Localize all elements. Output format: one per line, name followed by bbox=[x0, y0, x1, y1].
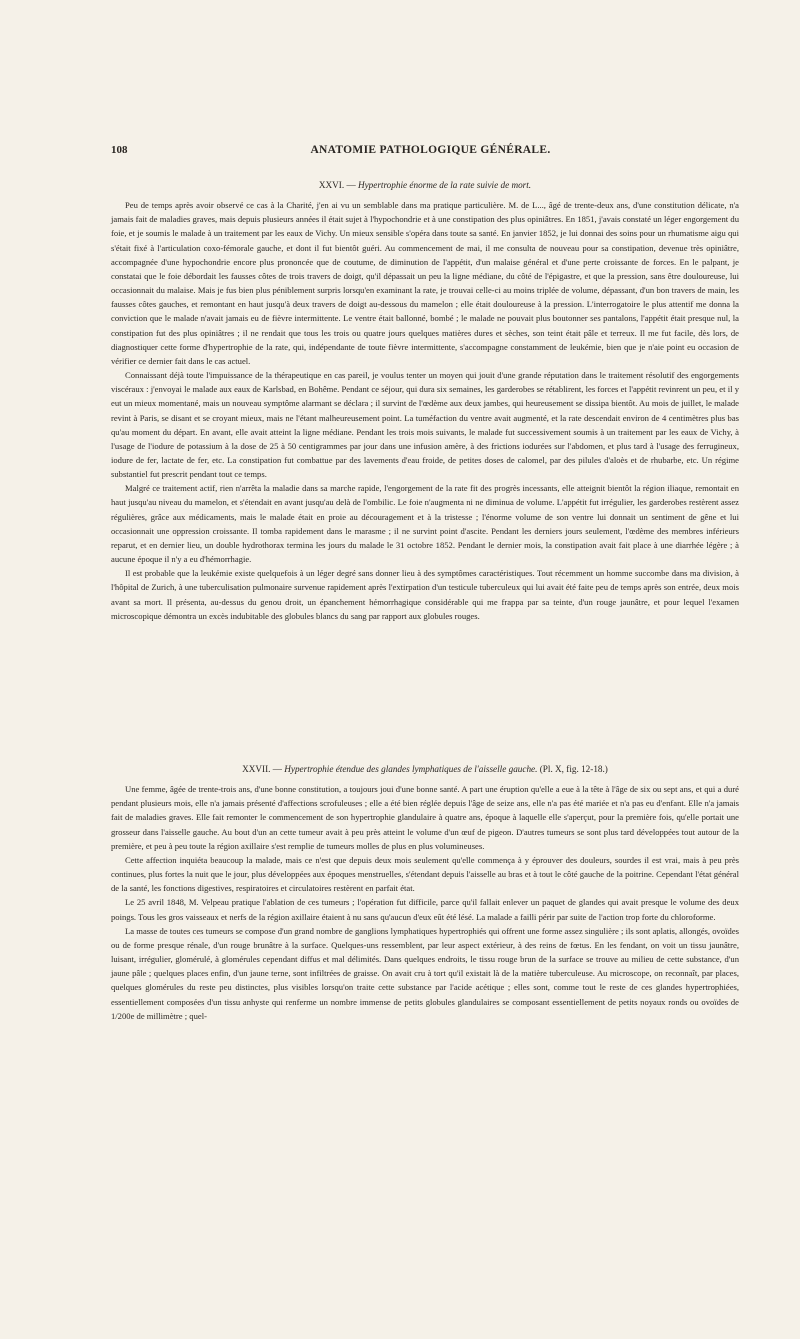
case-26-paragraph: Peu de temps après avoir observé ce cas à la Charité, j'en ai vu un semblable dans ma pratique particulière. M. de L..., âgé de trente-deux ans, d'une constitution délicate, n'a jamais fait de maladies graves, mais depuis plusieurs années il était sujet à l'hypochondrie et à une constipation des plus opiniâtres. En 1851, j'avais constaté un léger engorgement du foie, et je soumis le malade à un traitement par les eaux de Vichy. Un mieux sensible s'opéra dans toute sa santé. En janvier 1852, je lui donnai des soins pour un rhumatisme aigu qui s'était fixé à l'articulation coxo-fémorale gauche, et dont il fut bientôt guéri. Au commencement de mai, il me consulta de nouveau pour sa constipation, devenue très opiniâtre, accompagnée d'une hypochondrie encore plus prononcée que de coutume, de diminution de l'appétit, d'un malaise général et d'une perte croissante de forces. En le palpant, je constatai que le foie débordait les fausses côtes de trois travers de doigt, qu'il dépassait un peu la ligne médiane, du côté de l'épigastre, et que la pression, sans être douloureuse, lui occasionnait du malaise. Mais je fus bien plus péniblement surpris lorsqu'en examinant la rate, je trouvai celle-ci au moins triplée de volume, dépassant, d'un bon travers de main, les fausses côtes gauches, et remontant en haut jusqu'à deux travers de doigt au-dessous du mamelon ; elle était douloureuse à la pression. L'interrogatoire le plus attentif me donna la conviction que le malade n'avait jamais eu de fièvre intermittente. Le ventre était ballonné, bombé ; le malade ne pouvait plus boutonner ses pantalons, l'appétit était presque nul, la constipation fut des plus opiniâtres ; il ne rendait que tous les trois ou quatre jours quelques matières dures et sèches, son teint était pâle et terreux. Il me fut facile, dès lors, de diagnostiquer cette forme d'hypertrophie de la rate, qui, indépendante de toute fièvre intermittente, s'accompagne constamment de leukémie, bien que je n'aie point eu occasion de vérifier ce dernier fait dans le cas actuel. bbox=[111, 200, 739, 366]
case-26-title: Hypertrophie énorme de la rate suivie de mort. bbox=[357, 180, 532, 190]
case-26-paragraph: Malgré ce traitement actif, rien n'arrêta la maladie dans sa marche rapide, l'engorgement de la rate fit des progrès incessants, elle atteignit bientôt la région iliaque, remontait en haut jusqu'au niveau du mamelon, et s'étendait en avant jusqu'au delà de l'ombilic. Le foie n'augmenta ni ne diminua de volume. L'appétit fut irrégulier, les garderobes restèrent assez régulières, grâce aux médicaments, mais le malade était en proie au découragement et à la tristesse ; l'énorme volume de son ventre lui donnait un sentiment de gêne et lui occasionnait une oppression croissante. Il tomba rapidement dans le marasme ; il ne survint point d'ascite. Pendant les derniers jours seulement, l'œdème des membres inférieurs reparut, et en dernier lieu, un double hydrothorax termina les jours du malade le 31 octobre 1852. Pendant le dernier mois, la constipation avait fait place à une diarrhée légère ; à aucune époque il n'y a eu d'hémorrhagie. bbox=[111, 483, 739, 565]
running-head bbox=[111, 144, 750, 160]
page-number: 108 bbox=[111, 144, 128, 156]
case-26-section bbox=[111, 178, 739, 623]
case-27-paragraph: Une femme, âgée de trente-trois ans, d'une bonne constitution, a toujours joui d'une bonne santé. A part une éruption qu'elle a eue à la tête à l'âge de six ou sept ans, et qui a duré pendant plusieurs mois, elle n'a jamais présenté d'affections scrofuleuses ; elle a été bien réglée depuis l'âge de seize ans, elle n'a pas été mariée et n'a pas eu d'enfant. Elle n'a jamais fait de maladies graves. Elle fait remonter le commencement de son hypertrophie glandulaire à quatre ans, époque à laquelle elle s'aperçut, pour la première fois, qu'elle portait une grosseur dans l'aisselle gauche. Au bout d'un an cette tumeur avait à peu près atteint le volume d'un œuf de pigeon. D'autres tumeurs se sont plus tard développées tout autour de la première, et peu à peu toute la région axillaire s'est remplie de tumeurs molles de plus en plus volumineuses. bbox=[111, 784, 739, 851]
case-26-heading bbox=[111, 178, 739, 192]
case-27-paragraph: Le 25 avril 1848, M. Velpeau pratique l'ablation de ces tumeurs ; l'opération fut difficile, parce qu'il fallait enlever un paquet de glandes qui avait presque le volume des deux poings. Tous les gros vaisseaux et nerfs de la région axillaire étaient à nu sans qu'aucun d'eux eût été lésé. La malade a failli périr par suite de l'action trop forte du chloroforme. bbox=[111, 897, 739, 922]
case-27-paragraph: Cette affection inquiéta beaucoup la malade, mais ce n'est que depuis deux mois seulement qu'elle commença à y éprouver des douleurs, sourdes il est vrai, mais à peu près continues, plus fortes la nuit que le jour, plus développées aux époques menstruelles, s'étendant depuis l'aisselle au bras et à tout le côté gauche de la poitrine. Cependant l'état général de la santé, les fonctions digestives, respiratoires et circulatoires restèrent en parfait état. bbox=[111, 854, 739, 894]
case-27-number: XXVII. — bbox=[242, 764, 285, 774]
case-27-section bbox=[111, 762, 739, 1023]
case-27-plate-reference: (Pl. X, fig. 12-18.) bbox=[537, 764, 608, 774]
case-26-paragraph: Connaissant déjà toute l'impuissance de la thérapeutique en cas pareil, je voulus tenter un moyen qui jouit d'une grande réputation dans le traitement résolutif des engorgements viscéraux : j'envoyai le malade aux eaux de Karlsbad, en Bohême. Pendant ce séjour, qui dura six semaines, les garderobes se rétablirent, les forces et l'appétit revinrent un peu, et il y eut un mieux momentané, mais un nouveau symptôme alarmant se déclara ; il survint de l'œdème aux deux jambes, qui heureusement se dissipa bientôt. Au mois de juillet, le malade revint à Paris, se disant et se croyant mieux, mais ne l'étant malheureusement point. La tuméfaction du ventre avait augmenté, et la rate descendait environ de 4 centimètres plus bas qu'au moment du départ. En avant, elle avait atteint la ligne médiane. Pendant les trois mois suivants, le malade fut successivement soumis à un traitement par les eaux de Vichy, à l'usage de l'iodure de potassium à la dose de 25 à 50 centigrammes par jour dans une infusion amère, à des frictions iodurées sur l'abdomen, et plus tard à l'usage des ferrugineux, iodure de fer, lactate de fer, etc. La constipation fut combattue par des lavements d'eau froide, de petites doses de calomel, par des pilules d'aloès et de rhubarbe, etc. Un régime substantiel fut prescrit pendant tout ce temps. bbox=[111, 370, 739, 480]
case-27-title: Hypertrophie étendue des glandes lymphatiques de l'aisselle gauche. bbox=[284, 764, 538, 774]
case-26-number: XXVI. — bbox=[318, 180, 358, 190]
running-title: ANATOMIE PATHOLOGIQUE GÉNÉRALE. bbox=[310, 144, 551, 156]
case-27-heading bbox=[111, 762, 739, 776]
case-26-paragraph: Il est probable que la leukémie existe quelquefois à un léger degré sans donner lieu à des symptômes caractéristiques. Tout récemment un homme succombe dans ma division, à l'hôpital de Zurich, à une tuberculisation pulmonaire survenue rapidement après l'extirpation d'un testicule tuberculeux qui lui avait été faite peu de temps après son entrée, deux mois avant sa mort. Il présenta, au-dessus du genou droit, un épanchement hémorrhagique considérable qui me frappa par sa teinte, d'un rouge jaunâtre, et pour lequel l'examen microscopique démontra un excès indubitable des globules blancs du sang par rapport aux globules rouges. bbox=[111, 568, 739, 621]
case-27-paragraph: La masse de toutes ces tumeurs se compose d'un grand nombre de ganglions lymphatiques hypertrophiés qui offrent une forme assez singulière ; ils sont aplatis, allongés, ovoïdes ou de forme presque rénale, d'un rouge brunâtre à la surface. Quelques-uns ressemblent, par leur aspect extérieur, à des reins de fœtus. En les fendant, on voit un tissu jaunâtre, luisant, irrégulier, glomérulé, à glomérules cependant diffus et mal délimités. Dans quelques endroits, le tissu rouge brun de la surface se trouve au milieu de cette substance, d'un jaune pâle ; quelques places enfin, d'un jaune terne, sont infiltrées de graisse. On avait cru à tort qu'il existait là de la matière tuberculeuse. Au microscope, on reconnaît, par places, quelques glomérules du reste peu distinctes, plus visibles lorsqu'on traite cette substance par l'acide acétique ; elles sont, comme tout le reste de ces glandes hypertrophiées, essentiellement composées d'un tissu anhyste qui renferme un nombre immense de petits globules glandulaires se composant essentiellement de petits noyaux ronds ou ovoïdes de 1/200e de millimètre ; quel- bbox=[111, 925, 739, 1021]
